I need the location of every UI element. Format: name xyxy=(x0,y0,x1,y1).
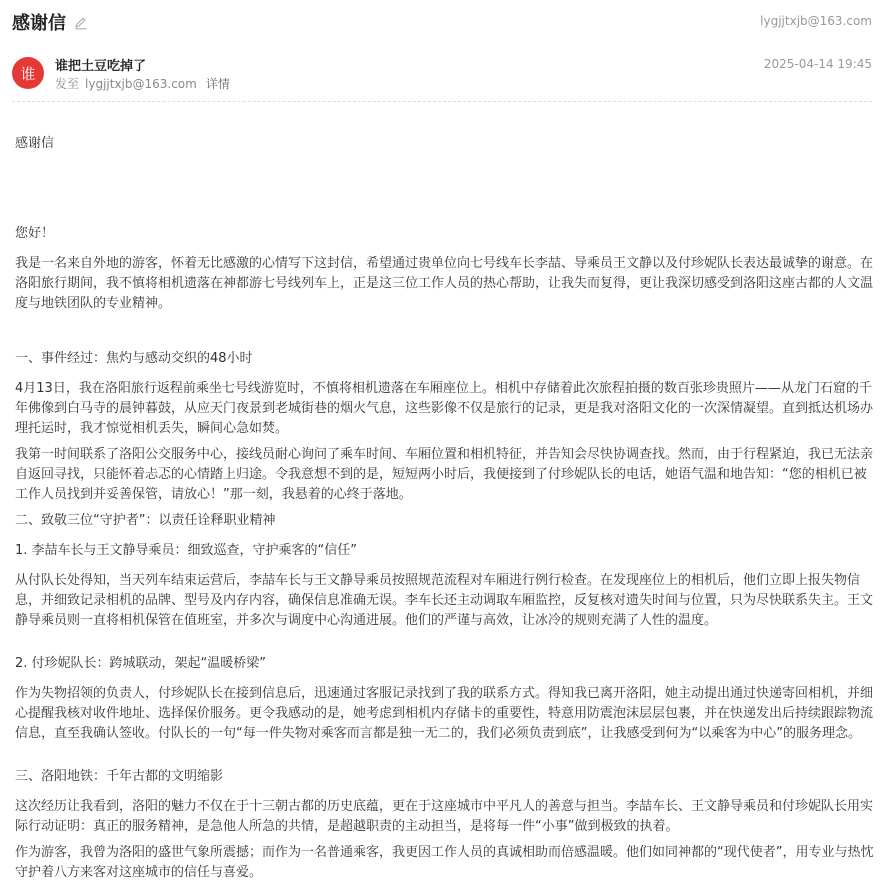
greeting: 您好！ xyxy=(15,226,55,241)
sender-avatar: 谁 xyxy=(12,57,44,89)
section2-paragraph-1: 从付队长处得知，当天列车结束运营后，李喆车长与王文静导乘员按照规范流程对车厢进行例行检查。在发现座位上的相机后，他们立即上报失物信息，并细致记录相机的品牌、型号及内存内容，确保信息准确无误。李车长还主动调取车厢监控，反复核对遗失时间与位置，只为尽快联系失主。王文静导乘员则一直将相机保管在值班室，并多次与调度中心沟通进展。他们的严谨与高效，让冰冷的规则充满了人性的温度。 xyxy=(15,573,874,628)
details-link[interactable]: 详情 xyxy=(205,77,230,91)
sender-name[interactable]: 谁把土豆吃掉了 xyxy=(55,59,147,74)
section1-heading: 一、事件经过：焦灼与感动交织的48小时 xyxy=(15,351,253,366)
section1-paragraph-2: 我第一时间联系了洛阳公交服务中心，接线员耐心询问了乘车时间、车厢位置和相机特征，并告知会尽快协调查找。然而，由于行程紧迫，我已无法亲自返回寻找，只能怀着忐忑的心情踏上归途。令我意想不到的是，短短两小时后，我便接到了付珍妮队长的电话，她语气温和地告知：“您的相机已被工作人员找到并妥善保管，请放心！”那一刻，我悬着的心终于落地。 xyxy=(15,447,874,502)
header-divider xyxy=(12,101,872,102)
recipient-email: lygjjtxjb@163.com xyxy=(85,77,197,91)
section2-paragraph-2: 作为失物招领的负责人，付珍妮队长在接到信息后，迅速通过客服记录找到了我的联系方式。得知我已离开洛阳，她主动提出通过快递寄回相机，并细心提醒我核对收件地址、选择保价服务。更令我感动的是，她考虑到相机内存储卡的重要性，特意用防震泡沫层层包裹，并在快递发出后持续跟踪物流信息，直至我确认签收。付队长的一句“每一件失物对乘客而言都是独一无二的，我们必须负责到底”，让我感受到何为“以乘客为中心”的服务理念。 xyxy=(15,686,874,741)
email-subject: 感谢信 xyxy=(12,13,66,34)
section2-heading: 二、致敬三位“守护者”：以责任诠释职业精神 xyxy=(15,513,276,528)
account-email: lygjjtxjb@163.com xyxy=(760,14,872,28)
to-label: 发至 xyxy=(55,77,80,91)
section3-paragraph-2: 作为游客，我曾为洛阳的盛世气象所震撼；而作为一名普通乘客，我更因工作人员的真诚相助而倍感温暖。他们如同神都的“现代使者”，用专业与热忱守护着八方来客对这座城市的信任与喜爱。 xyxy=(15,845,874,880)
intro-paragraph: 我是一名来自外地的游客，怀着无比感激的心情写下这封信，希望通过贵单位向七号线车长李喆、导乘员王文静以及付珍妮队长表达最诚挚的谢意。在洛阳旅行期间，我不慎将相机遗落在神都游七号线列车上，正是这三位工作人员的热心帮助，让我失而复得，更让我深切感受到洛阳这座古都的人文温度与地铁团队的专业精神。 xyxy=(15,256,874,311)
section2-subheading-2: 2. 付珍妮队长：跨城联动，架起“温暖桥梁” xyxy=(15,656,267,671)
section2-subheading-1: 1. 李喆车长与王文静导乘员：细致巡查，守护乘客的“信任” xyxy=(15,543,358,558)
sent-date: 2025-04-14 19:45 xyxy=(763,57,872,71)
recipient-line xyxy=(55,75,230,92)
body-title: 感谢信 xyxy=(15,136,55,151)
edit-pencil-icon[interactable] xyxy=(74,15,88,29)
section3-paragraph-1: 这次经历让我看到，洛阳的魅力不仅在于十三朝古都的历史底蕴，更在于这座城市中平凡人的善意与担当。李喆车长、王文静导乘员和付珍妮队长用实际行动证明：真正的服务精神，是急他人所急的共情，是超越职责的主动担当，是将每一件“小事”做到极致的执着。 xyxy=(15,799,874,834)
section3-heading: 三、洛阳地铁：千年古都的文明缩影 xyxy=(15,769,224,784)
section1-paragraph-1: 4月13日，我在洛阳旅行返程前乘坐七号线游览时，不慎将相机遗落在车厢座位上。相机中存储着此次旅程拍摄的数百张珍贵照片——从龙门石窟的千年佛像到白马寺的晨钟暮鼓，从应天门夜景到老城街巷的烟火气息，这些影像不仅是旅行的记录，更是我对洛阳文化的一次深情凝望。直到抵达机场办理托运时，我才惊觉相机丢失，瞬间心急如焚。 xyxy=(15,381,874,436)
subject-row xyxy=(12,9,88,35)
